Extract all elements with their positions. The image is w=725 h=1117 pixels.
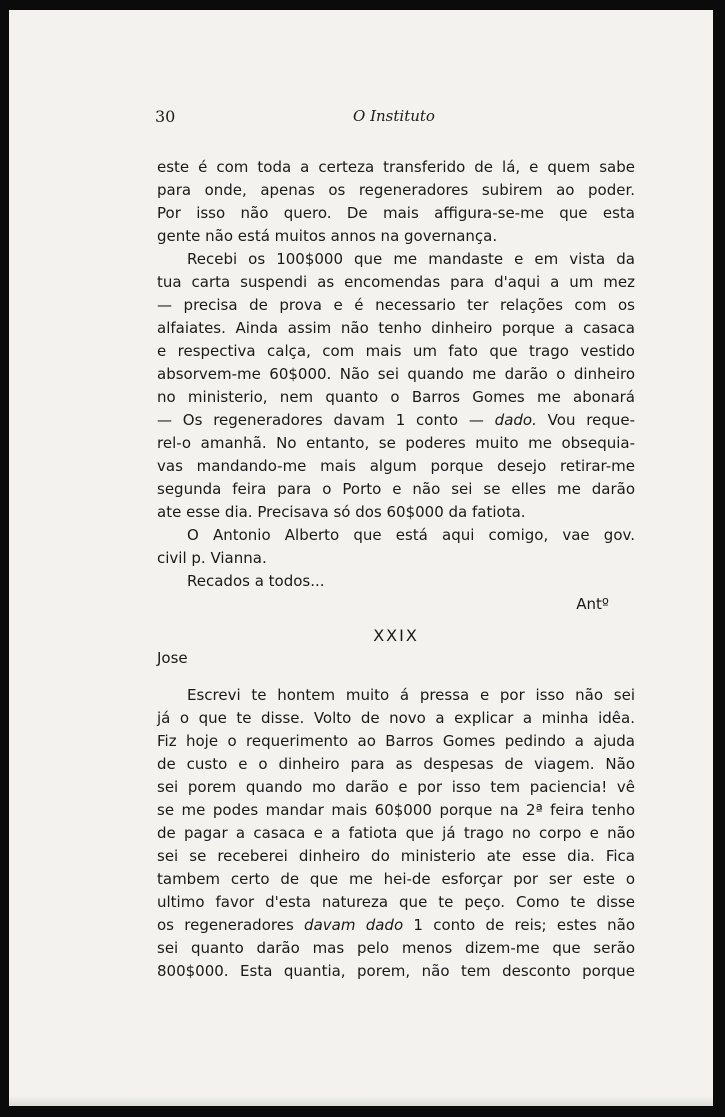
text-line: este é com toda a certeza transferido de lá, e quem sabe bbox=[157, 158, 635, 176]
text-segment: 1 conto de reis; estes não bbox=[413, 916, 635, 934]
text-line: 800$000. Esta quantia, porem, não tem desconto porque bbox=[157, 962, 635, 980]
text-line: Escrevi te hontem muito á pressa e por isso não sei bbox=[187, 686, 635, 704]
salutation: Jose bbox=[157, 649, 188, 667]
text-line: e respectiva calça, com mais um fato que trago vestido bbox=[157, 342, 635, 360]
text-line: tua carta suspendi as encomendas para d'aqui a um mez bbox=[157, 273, 635, 291]
text-line-mixed bbox=[157, 409, 635, 432]
text-line: rel-o amanhã. No entanto, se poderes muito me obsequia- bbox=[157, 434, 635, 452]
book-page bbox=[9, 10, 713, 1106]
page-header bbox=[155, 107, 633, 131]
page-number: 30 bbox=[155, 107, 176, 126]
text-line: Fiz hoje o requerimento ao Barros Gomes pedindo a ajuda bbox=[157, 732, 635, 750]
text-line: de pagar a casaca e a fatiota que já trago no corpo e não bbox=[157, 824, 635, 842]
text-line: O Antonio Alberto que está aqui comigo, vae gov. bbox=[187, 526, 635, 544]
text-line: ultimo favor d'esta natureza que te peço. Como te disse bbox=[157, 893, 635, 911]
text-line: civil p. Vianna. bbox=[157, 549, 267, 567]
italic-word: dado. bbox=[494, 411, 537, 429]
section-number: XXIX bbox=[373, 626, 419, 645]
text-line: sei porem quando mo darão e por isso tem paciencia! vê bbox=[157, 778, 635, 796]
text-line: absorvem-me 60$000. Não sei quando me darão o dinheiro bbox=[157, 365, 635, 383]
text-line: alfaiates. Ainda assim não tenho dinheiro porque a casaca bbox=[157, 319, 635, 337]
text-line: sei quanto darão mas pelo menos dizem-me que serão bbox=[157, 939, 635, 957]
italic-phrase: davam dado bbox=[304, 916, 404, 934]
text-line: Por isso não quero. De mais affigura-se-me que esta bbox=[157, 204, 635, 222]
text-line: no ministerio, nem quanto o Barros Gomes me abonará bbox=[157, 388, 635, 406]
page-body bbox=[157, 156, 635, 983]
text-line: Recados a todos... bbox=[187, 572, 325, 590]
text-line: para onde, apenas os regeneradores subirem ao poder. bbox=[157, 181, 635, 199]
text-line: de custo e o dinheiro para as despesas de viagem. Não bbox=[157, 755, 635, 773]
text-line-mixed bbox=[157, 914, 635, 937]
text-segment: — Os regeneradores davam 1 conto — bbox=[157, 411, 484, 429]
text-line: já o que te disse. Volto de novo a explicar a minha idêa. bbox=[157, 709, 635, 727]
text-line: sei se receberei dinheiro do ministerio ate esse dia. Fica bbox=[157, 847, 635, 865]
text-line: — precisa de prova e é necessario ter relações com os bbox=[157, 296, 635, 314]
text-segment: Vou reque- bbox=[547, 411, 635, 429]
text-line: se me podes mandar mais 60$000 porque na 2ª feira tenho bbox=[157, 801, 635, 819]
text-line: gente não está muitos annos na governança. bbox=[157, 227, 498, 245]
text-segment: os regeneradores bbox=[157, 916, 294, 934]
text-line: Recebi os 100$000 que me mandaste e em vista da bbox=[187, 250, 635, 268]
text-line: segunda feira para o Porto e não sei se elles me darão bbox=[157, 480, 635, 498]
text-line: ate esse dia. Precisava só dos 60$000 da fatiota. bbox=[157, 503, 526, 521]
text-line: tambem certo de que me hei-de esforçar por ser este o bbox=[157, 870, 635, 888]
signature: Antº bbox=[576, 595, 609, 613]
text-line: vas mandando-me mais algum porque desejo retirar-me bbox=[157, 457, 635, 475]
running-title: O Instituto bbox=[353, 107, 435, 125]
